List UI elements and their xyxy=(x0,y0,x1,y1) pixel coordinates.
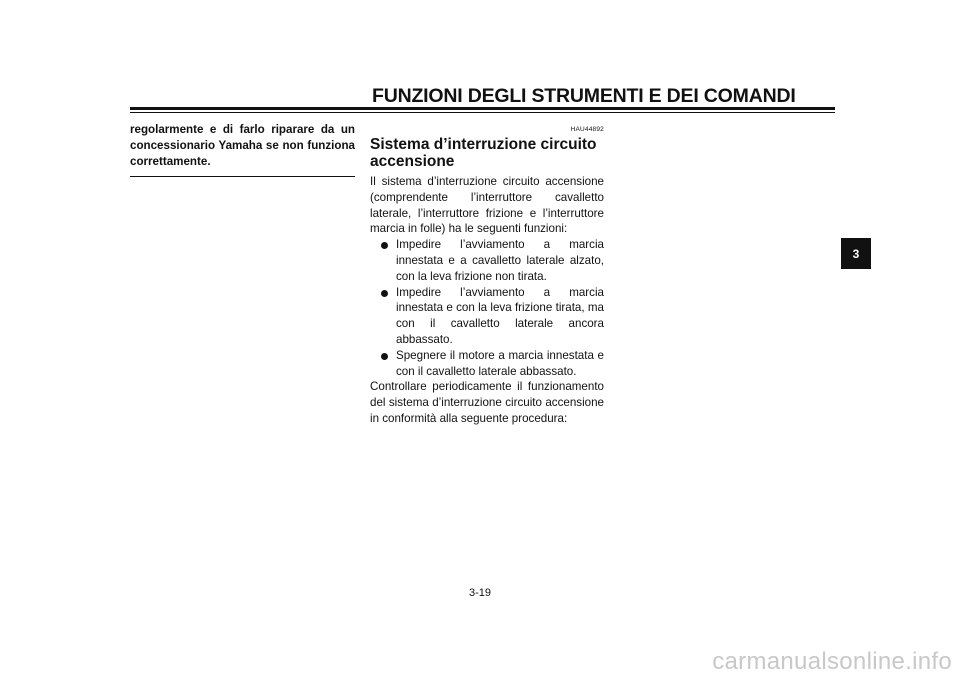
bullet-icon xyxy=(381,290,388,297)
warning-end-rule xyxy=(130,176,355,177)
list-item-text: Impedire l’avviamento a marcia innestata e a cavalletto laterale alzato, con la leva frizione non tirata. xyxy=(396,238,604,283)
list-item xyxy=(370,237,604,284)
list-item-text: Impedire l’avviamento a marcia innestata e con la leva frizione tirata, ma con il cavalletto laterale ancora abbassato. xyxy=(396,285,604,346)
section-title: Sistema d’interruzione circuito accensione xyxy=(370,136,597,170)
list-item-text: Spegnere il motore a marcia innestata e con il cavalletto laterale abbassato. xyxy=(396,348,604,378)
warning-continuation-text: regolarmente e di farlo riparare da un concessionario Yamaha se non funziona correttamente. xyxy=(130,123,355,168)
page-number: 3-19 xyxy=(468,587,492,599)
watermark: carmanualsonline.info xyxy=(712,648,952,675)
function-list xyxy=(370,237,604,379)
right-column xyxy=(370,126,604,427)
page-header-title: FUNZIONI DEGLI STRUMENTI E DEI COMANDI xyxy=(372,85,796,107)
bullet-icon xyxy=(381,353,388,360)
left-column xyxy=(130,122,355,177)
chapter-tab: 3 xyxy=(841,238,871,269)
list-item xyxy=(370,348,604,380)
header-rule-thick xyxy=(130,107,835,110)
intro-paragraph: Il sistema d’interruzione circuito accensione (comprendente l’interruttore cavalletto laterale, l’interruttore frizione e l’interruttore marcia in folle) ha le seguenti funzioni: xyxy=(370,175,604,236)
bullet-icon xyxy=(381,242,388,249)
reference-code: HAU44892 xyxy=(570,126,604,133)
list-item xyxy=(370,285,604,348)
procedure-paragraph: Controllare periodicamente il funzionamento del sistema d’interruzione circuito accensione in conformità alla seguente procedura: xyxy=(370,380,604,425)
header-rule-thin xyxy=(130,112,835,113)
